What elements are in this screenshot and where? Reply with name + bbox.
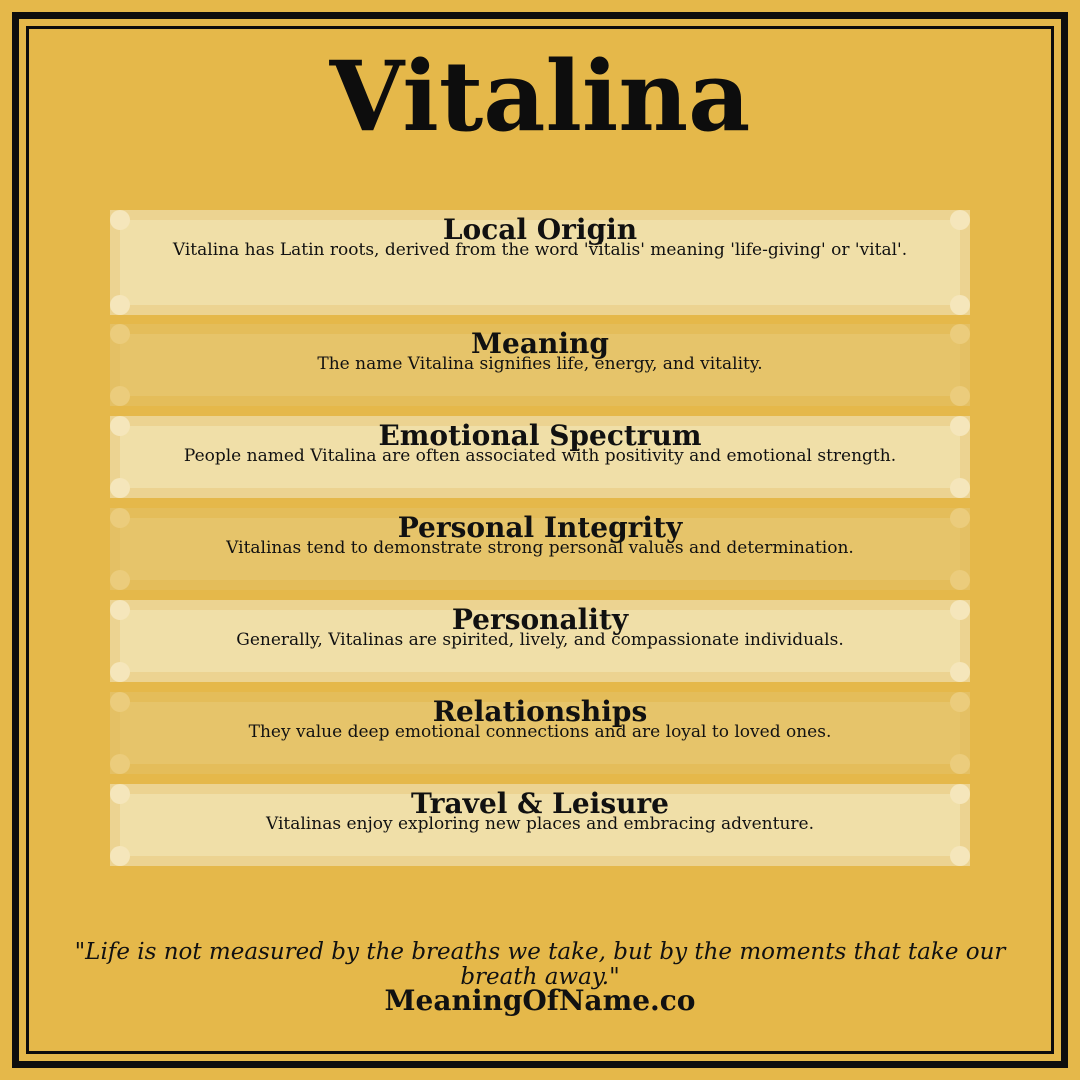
section-card-local-origin [110, 210, 970, 315]
section-heading: Relationships [432, 695, 648, 728]
section-text: Vitalinas enjoy exploring new places and embracing adventure. [265, 814, 814, 834]
section-heading: Meaning [471, 327, 609, 360]
site-name: MeaningOfName.co [384, 984, 696, 1017]
section-text: Vitalina has Latin roots, derived from the word 'vitalis' meaning 'life-giving' or 'vital'. [172, 240, 908, 260]
section-text: Vitalinas tend to demonstrate strong personal values and determination. [226, 538, 854, 558]
section-card-personality [110, 600, 970, 682]
section-card-travel-leisure [110, 784, 970, 866]
section-heading: Personal Integrity [397, 511, 683, 544]
section-heading: Travel & Leisure [410, 787, 669, 820]
quote-text: "Life is not measured by the breaths we take, but by the moments that take our breath away." [74, 939, 1006, 990]
section-card-meaning [110, 324, 970, 406]
section-card-relationships [110, 692, 970, 774]
section-text: They value deep emotional connections and are loyal to loved ones. [248, 722, 832, 742]
section-text: People named Vitalina are often associated with positivity and emotional strength. [183, 446, 897, 466]
section-text: Generally, Vitalinas are spirited, lively, and compassionate individuals. [236, 630, 844, 650]
section-heading: Emotional Spectrum [378, 419, 702, 452]
section-card-emotional-spectrum [110, 416, 970, 498]
section-text: The name Vitalina signifies life, energy, and vitality. [317, 354, 763, 374]
page-title: Vitalina [329, 40, 751, 153]
section-heading: Local Origin [442, 213, 638, 246]
section-card-personal-integrity [110, 508, 970, 590]
section-heading: Personality [451, 603, 629, 636]
